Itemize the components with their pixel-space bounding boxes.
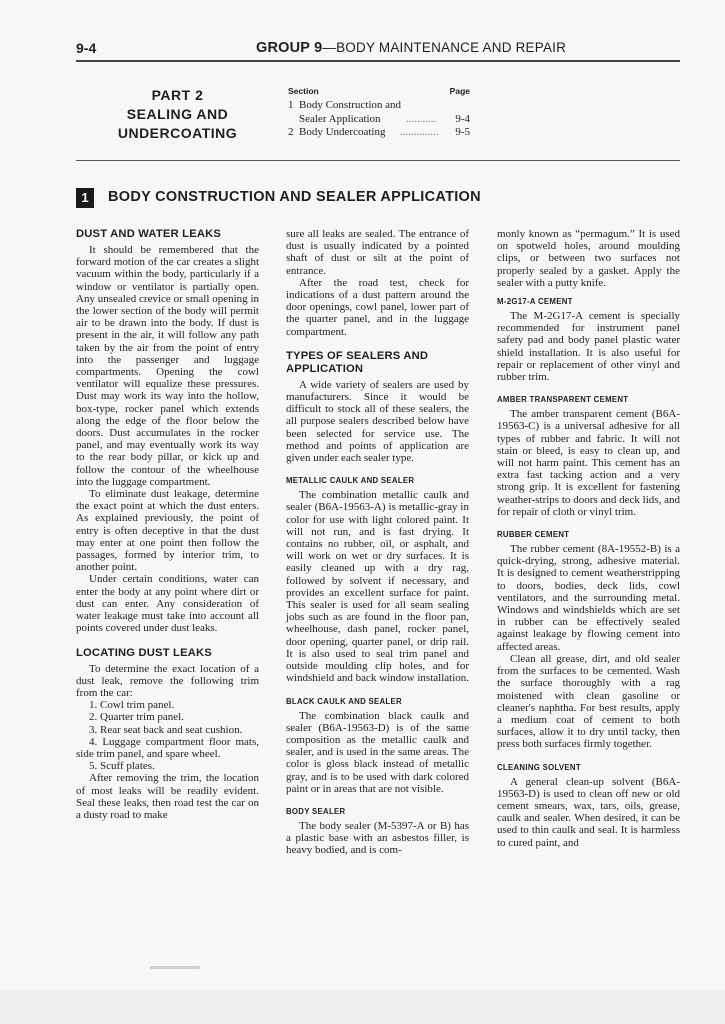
list-item-text: Luggage compartment floor mats, side trim panel, and spare wheel. — [76, 735, 259, 760]
toc-row — [288, 126, 478, 140]
part-line-1: PART 2 — [151, 87, 204, 103]
list-item-number: 5. — [89, 760, 98, 773]
paragraph: The rubber cement (8A-19552-B) is a quick-drying, strong, adhesive material. It is designed to cement weatherstripping to doors, bodies, deck lids, cowl ventilators, and the surrounding metal. Windows and windshields which are set in rubber can be effectively sealed against leakage by flowing cement into affected areas. — [497, 543, 680, 653]
heading-cleaning-solvent: CLEANING SOLVENT — [497, 762, 581, 772]
list-item-number: 1. — [89, 699, 98, 712]
group-title-bold: GROUP 9 — [256, 40, 323, 56]
text-column-2 — [286, 228, 469, 857]
toc-page-label: Page — [449, 86, 470, 96]
paragraph: Clean all grease, dirt, and old sealer from the surfaces to be cemented. Wash the surface thoroughly with a rag moistened with clean gasoline or cleaner's naphtha. For best results, apply a medium coat of cement to both surfaces, allow it to dry until tacky, then press both surfaces firmly together. — [497, 652, 680, 751]
list-item-number: 2. — [89, 711, 98, 724]
paragraph: It should be remembered that the forward motion of the car creates a slight vacuum within the body, particularly if a window or ventilator is partially open. Any unsealed crevice or small opening in the lower section of the body will permit air to be drawn into the body. If dust is present in the air, it will follow any path taken by the air from the point of entry into the passenger and luggage compartments. Opening the cowl ventilator will equalize these pressures. Dust may work its way into the hollow, box-type, rocker panel which extends along the edge of the floor below the doors. Dust accumulates in the rocker panel, and may eventually work its way to the rear body pillar, or kick up and follow the contour of the wheelhouse into the luggage compartment. — [76, 244, 259, 488]
toc-row-page: 9-5 — [455, 126, 470, 138]
section-number-badge: 1 — [76, 188, 94, 208]
paragraph: The combination metallic caulk and sealer (B6A-19563-A) is metallic-gray in color for use with light colored paint. It will not run, and is fast drying. It contains no rubber, oil, or asphalt, and will work on wet or dry surfaces. It is easily cleaned up with a dry rag, followed by solvent if necessary, and provides an excellent surface for paint. This sealer is used for all seam sealing jobs such as are found in the floor pan, wheelhouse, dash panel, rocker panel, door opening, quarter panel, or drip rail. It is also used to seal trim panel and outside moulding clip holes, and for windshield and back window installation. — [286, 489, 469, 685]
list-item-text: Scuff plates. — [100, 760, 155, 773]
paragraph: Under certain conditions, water can enter the body at any point where dirt or dust can enter. Any consideration of water leakage must take into account all points covered under dust leaks. — [76, 573, 259, 635]
list-item — [76, 711, 259, 723]
paragraph: After the road test, check for indications of a dust pattern around the door openings, cowl panel, lower part of the quarter panel, and in the luggage compartment. — [286, 276, 469, 338]
paragraph: A wide variety of sealers are used by manufacturers. Since it would be difficult to stock all of these sealers, the all purpose sealers described below have been selected for service use. The method and points of application are given under each sealer type. — [286, 378, 469, 465]
list-item-text: Cowl trim panel. — [100, 699, 175, 712]
page-number: 9-4 — [76, 40, 97, 56]
list-item — [76, 760, 259, 772]
text-column-1 — [76, 228, 259, 821]
part-line-2: SEALING AND — [126, 106, 229, 122]
section-rule — [76, 160, 680, 161]
trim-removal-list — [76, 699, 259, 772]
list-item — [76, 699, 259, 711]
toc-row-text: Sealer Application — [288, 112, 381, 125]
page-bottom-margin — [0, 990, 725, 1024]
toc-row-text: 2 Body Undercoating — [288, 126, 386, 138]
header-rule — [76, 60, 680, 62]
list-item-number: 4. — [89, 735, 98, 748]
list-item — [76, 736, 259, 760]
toc-row-text: 1 Body Construction and — [288, 99, 402, 111]
paragraph: To determine the exact location of a dust leak, remove the following trim from the car: — [76, 662, 259, 699]
section-heading — [76, 188, 680, 210]
toc-row — [288, 113, 478, 127]
heading-body-sealer: BODY SEALER — [286, 806, 346, 816]
heading-amber-cement: AMBER TRANSPARENT CEMENT — [497, 395, 629, 405]
heading-types-of-sealers: TYPES OF SEALERS AND APPLICATION — [286, 349, 429, 375]
toc-row-page: 9-4 — [455, 112, 470, 125]
part-heading — [90, 86, 265, 143]
toc-row-dots: ........... — [406, 112, 437, 125]
paragraph: sure all leaks are sealed. The entrance of dust is usually indicated by a pointed shaft of dust or silt at the point of entrance. — [286, 228, 469, 277]
heading-locating-dust-leaks: LOCATING DUST LEAKS — [76, 646, 212, 659]
group-title — [256, 40, 566, 56]
heading-metallic-caulk: METALLIC CAULK AND SEALER — [286, 476, 415, 486]
paragraph: A general clean-up solvent (B6A-19563-D) is used to clean off new or old cement smears, wax, tars, oils, grease, caulk and sealer. When desired, it can be used to thin caulk and seal. It is harmless to cured paint, and — [497, 775, 680, 849]
paragraph: The body sealer (M-5397-A or B) has a plastic base with an asbestos filler, is heavy bodied, and is com- — [286, 819, 469, 857]
heading-black-caulk: BLACK CAULK AND SEALER — [286, 696, 402, 706]
paragraph: The amber transparent cement (B6A-19563-C) is a universal adhesive for all types of rubber and fabric. It will not stain or bleed, is easy to clean up, and will not harm paint. This cement has an extra fast tacking action and a very strong grip. It is excellent for fastening weather-strips to doors and deck lids, and for repair of cloth or vinyl trim. — [497, 408, 680, 518]
text-column-3 — [497, 228, 680, 849]
paragraph: To eliminate dust leakage, determine the exact point at which the dust enters. As explained previously, the point of entry is often deceptive in that the dust may enter at one point then follow the passages, formed by interior trim, to another point. — [76, 488, 259, 574]
list-item-text: Rear seat back and seat cushion. — [100, 723, 243, 736]
paragraph: The combination black caulk and sealer (B6A-19563-D) is of the same composition as the metallic caulk and sealer, and is used in the same areas. The color is gloss black instead of metallic gray, and is to be used with dark colored paint or in areas that are not visible. — [286, 709, 469, 795]
list-item — [76, 724, 259, 736]
toc-row — [288, 99, 478, 113]
section-title: BODY CONSTRUCTION AND SEALER APPLICATION — [108, 189, 481, 205]
paragraph: The M-2G17-A cement is specially recommended for instrument panel safety pad and body panel plastic water shield installation. It is also useful for repair or replacement of other vinyl and rubber trim. — [497, 310, 680, 384]
part-line-3: UNDERCOATING — [117, 125, 238, 141]
page-header — [76, 40, 680, 62]
toc-section-label: Section — [288, 86, 319, 96]
paragraph: After removing the trim, the location of most leaks will be readily evident. Seal these leaks, then road test the car on a dusty road to make — [76, 772, 259, 821]
toc-header — [288, 85, 478, 99]
group-title-rest: —BODY MAINTENANCE AND REPAIR — [322, 40, 567, 55]
heading-dust-water-leaks: DUST AND WATER LEAKS — [76, 228, 222, 240]
heading-rubber-cement: RUBBER CEMENT — [497, 530, 570, 540]
list-item-number: 3. — [89, 723, 98, 736]
list-item-text: Quarter trim panel. — [100, 711, 184, 724]
heading-m2g17a-cement: M-2G17-A CEMENT — [497, 297, 573, 307]
toc-row-dots: .............. — [400, 126, 439, 138]
table-of-contents — [288, 85, 478, 140]
paragraph: monly known as “permagum.” It is used on spotweld holes, around moulding clips, or between two surfaces not properly sealed by a gasket. Apply the sealer with a putty knife. — [497, 228, 680, 289]
scan-smudge — [150, 966, 200, 969]
